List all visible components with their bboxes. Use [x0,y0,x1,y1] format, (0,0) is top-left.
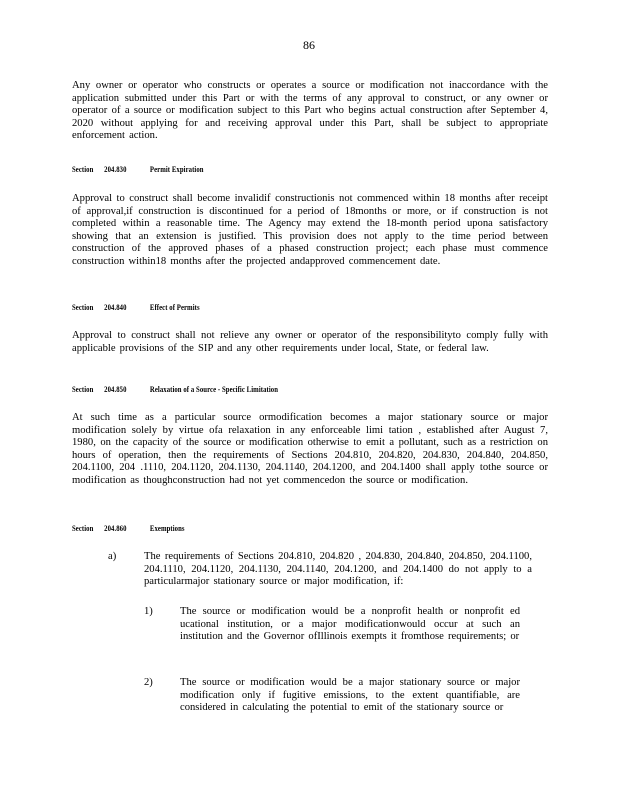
section-heading-204-850 [72,385,548,394]
paragraph-enforcement [72,80,548,143]
paragraph-text: Any owner or operator who constructs or operates a source or modification not inaccordance with the application submitted under this Part or with the terms of any approval to construct, or any owner or operator of a source or modification subject to this Part who begins actual construction after September 4, 2020 without applying for and receiving approval under this Part, shall be subject to appropriate enforcement action. [72,80,548,142]
paragraph-text: Approval to construct shall become invalidif constructionis not commenced within 18 months after receipt of approval,if construction is discontinued for a period of 18months or more, or if construction is not completed within a reasonable time. The Agency may extend the 18-month period upona satisfactory showing that an extension is justified. This provision does not apply to the time period between construction of the approved phases of a phased construction project; each phase must commence construction within18 months after the projected andapproved commencement date. [72,193,548,267]
list-marker-2: 2) [144,677,153,688]
section-label: Section [72,524,94,533]
section-title: Effect of Permits [149,303,200,312]
section-heading-204-860 [72,524,548,533]
section-heading-204-840 [72,303,548,312]
section-number: 204.860 [104,524,127,533]
exemption-a [144,551,532,589]
exemption-item-text: The source or modification would be a major stationary source or major modification only if fugitive emissions, to the extent quantifiable, are considered in calculating the potential to emit of the stationary source or [180,677,520,714]
section-title: Permit Expiration [149,165,204,174]
section-number: 204.850 [104,385,127,394]
section-number: 204.840 [104,303,127,312]
paragraph-text: At such time as a particular source ormodification becomes a major stationary source or major modification solely by virtue ofa relaxation in any enforceable limi tation , established after August 7, 1980, on the capacity of the source or modification otherwise to emit a pollutant, such as a restriction on hours of operation, then the requirements of Sections 204.810, 204.820, 204.830, 204.840, 204.850, 204.1100, 204 .1110, 204.1120, 204.1130, 204.1140, 204.1200, and 204.1400 shall apply tothe source or modification as thoughconstruction had not yet commencedon the source or modification. [72,412,548,486]
exemption-item-1 [180,606,520,644]
exemption-item-text: The source or modification would be a nonprofit health or nonprofit ed ucational institution, or a major modificationwould occur at such an institution and the Governor ofIllinois exempts it fromthose requirements; or [180,606,520,643]
section-title: Relaxation of a Source - Specific Limitation [149,385,279,394]
page-number: 86 [303,38,315,52]
paragraph-effect-of-permits [72,330,548,355]
paragraph-permit-expiration [72,193,548,269]
section-title: Exemptions [149,524,185,533]
section-label: Section [72,303,94,312]
section-number: 204.830 [104,165,127,174]
exemption-a-text: The requirements of Sections 204.810, 204.820 , 204.830, 204.840, 204.850, 204.1100, 204.1110, 204.1120, 204.1130, 204.1140, 204.1200, and 204.1400 do not apply to a particularmajor stationary source or major modification, if: [144,551,532,588]
list-marker-1: 1) [144,606,153,617]
paragraph-text: Approval to construct shall not relieve any owner or operator of the responsibilityto comply fully with applicable provisions of the SIP and any other requirements under local, State, or federal law. [72,330,548,354]
section-label: Section [72,165,94,174]
exemption-item-2 [180,677,520,715]
list-marker-a: a) [108,551,117,562]
section-label: Section [72,385,94,394]
paragraph-relaxation [72,412,548,488]
section-heading-204-830 [72,165,548,174]
